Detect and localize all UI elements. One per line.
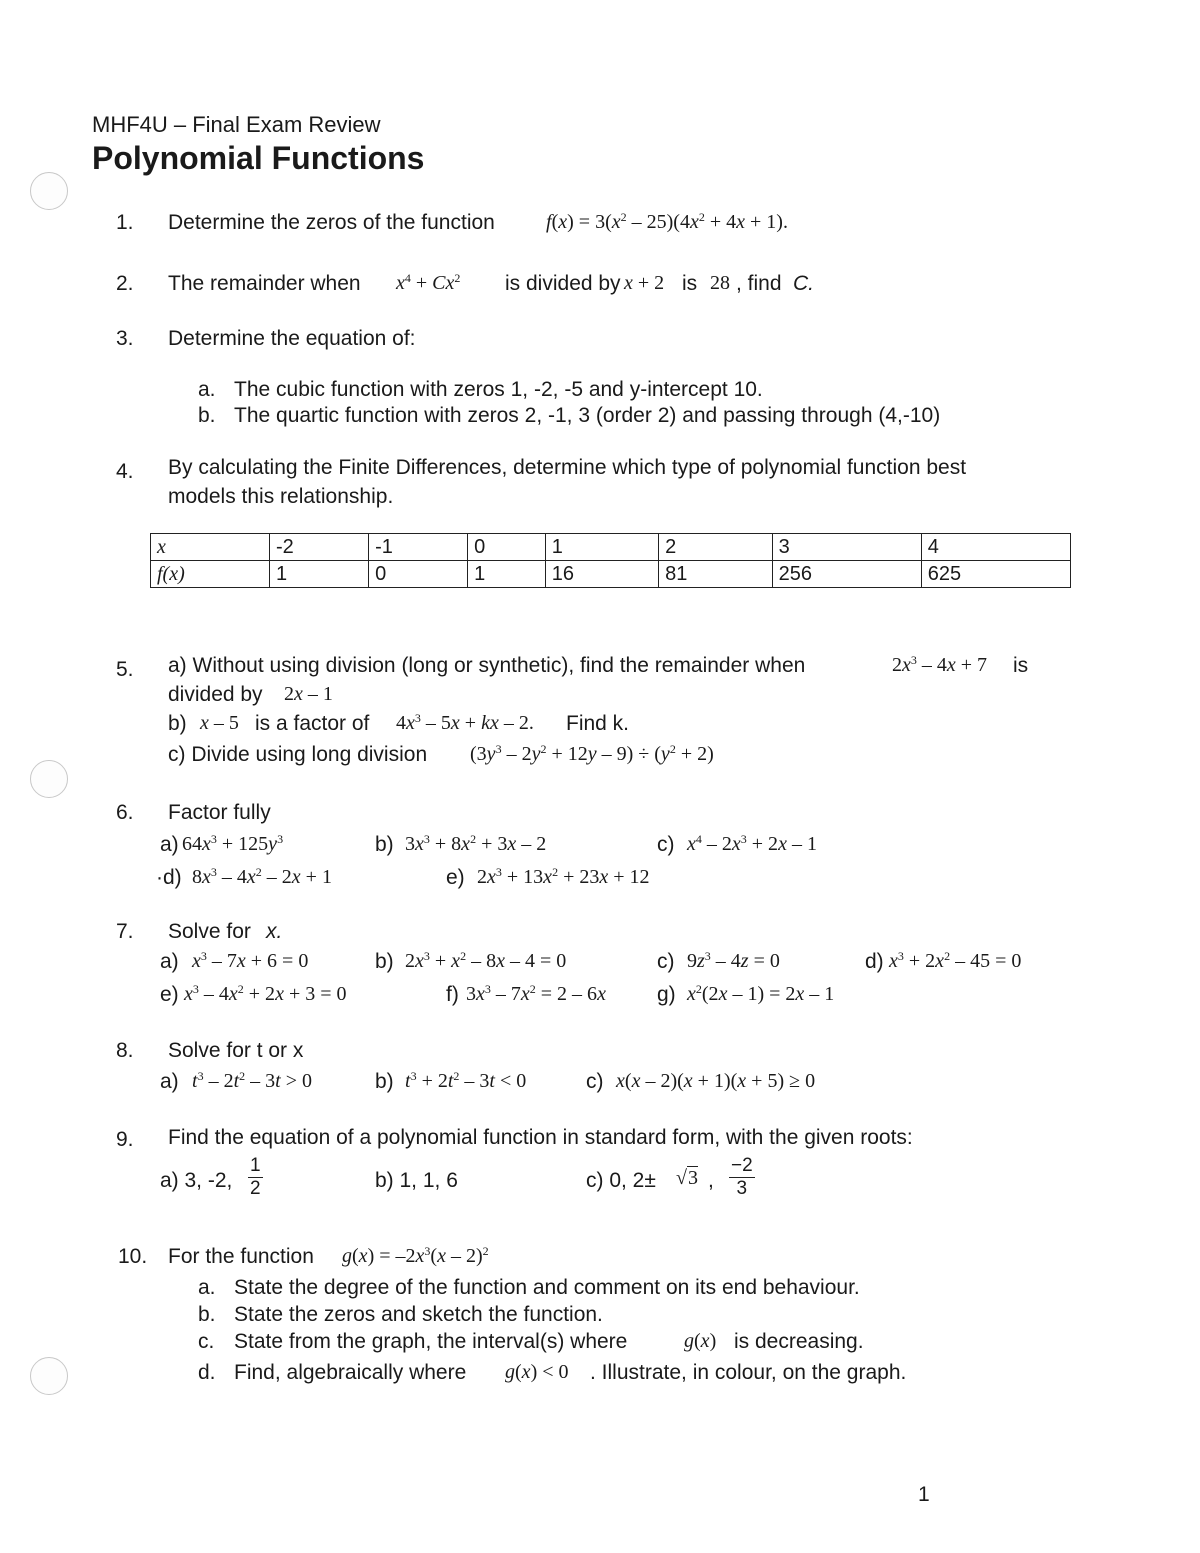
part-label: e) [446,866,465,889]
table-cell: -1 [369,534,468,561]
square-root: √3 [676,1167,698,1189]
table-cell: 1 [270,561,369,588]
inequality-expression: g(x) < 0 [505,1361,569,1383]
part-a-text: State the degree of the function and comment on its end behaviour. [234,1276,860,1299]
table-cell: 1 [545,534,658,561]
table-cell: 0 [369,561,468,588]
question-text-line-1: By calculating the Finite Differences, determine which type of polynomial function best [168,456,967,479]
row-header-fx: f(x) [151,561,270,588]
divisor-expression: 2x – 1 [284,683,333,705]
question-text: The remainder when [168,272,361,295]
part-b-text: Find k. [566,712,630,735]
question-text: Find the equation of a polynomial function in standard form, with the given roots: [168,1126,913,1149]
part-label: f) [446,983,459,1006]
part-b-roots: b) 1, 1, 6 [375,1169,458,1192]
inequality-a: $t^3 - 2t^2 - 3t > 0$ [192,1068,312,1092]
function-expression: $f(x) = 3(x^2 - 25)(4x^2 + 4x + 1)$. [546,209,788,233]
part-label: b) [375,950,394,973]
part-a-roots: a) 3, -2, [160,1169,233,1192]
question-number: 6. [116,801,134,824]
table-cell: 16 [545,561,658,588]
question-text: For the function [168,1245,314,1268]
polynomial-expression: $4x^3 - 5x$ + kx – 2. [396,710,534,734]
table-row-fx [151,561,1071,588]
part-c-text: c) Divide using long division [168,743,428,766]
part-b-text: The quartic function with zeros 2, -1, 3 (order 2) and passing through (4,-10) [234,404,941,427]
finite-differences-table [150,533,1071,588]
part-label: a. [198,378,216,401]
table-cell: 2 [659,534,772,561]
table-cell: 81 [659,561,772,588]
part-label: a) [160,1070,179,1093]
course-subtitle: MHF4U – Final Exam Review [92,112,381,137]
question-number: 10. [118,1245,148,1268]
page-title: Polynomial Functions [92,140,425,176]
table-row-x [151,534,1071,561]
question-number: 2. [116,272,134,295]
question-text: Solve for t or x [168,1039,304,1062]
part-label: e) [160,983,179,1006]
equation-a: $x^3 - 7x + 6 = 0$ [192,948,309,972]
divisor-expression: x + 2 [624,272,665,294]
table-cell: 1 [468,561,546,588]
question-number: 4. [116,460,134,483]
separator: , [708,1169,714,1192]
equation-g: $x^2(2x - 1) = 2x - 1$ [687,981,835,1005]
equation-b: $2x^3 + x^2 - 8x - 4 = 0$ [405,948,567,972]
equation-c: $9z^3 - 4z = 0$ [687,948,780,972]
question-number: 5. [116,658,134,681]
question-text: is [682,272,698,295]
factor-c-expression: $x^4 - 2x^3 + 2x - 1$ [687,831,817,855]
question-text: Determine the equation of: [168,327,416,350]
function-expression: $g(x) = -2x^3(x - 2)^2$ [342,1243,489,1267]
question-number: 1. [116,211,134,234]
part-label: g) [657,983,676,1006]
factor-expression: x – 5 [200,712,239,734]
table-cell: 3 [772,534,921,561]
part-label: d) [865,950,884,973]
question-text: is divided by [505,272,621,295]
question-text: Solve for [168,920,251,943]
part-d-text: . Illustrate, in colour, on the graph. [590,1361,907,1384]
fraction-one-half: $\frac{1}{2}$ [250,1155,261,1199]
table-cell: -2 [270,534,369,561]
division-expression: $(3y^3 - 2y^2 + 12y - 9) \div (y^2 + 2)$ [470,741,714,765]
inequality-b: $t^3 + 2t^2 - 3t < 0$ [405,1068,527,1092]
polynomial-expression: $2x^3 - 4x + 7$ [892,652,988,676]
question-text: Determine the zeros of the function [168,211,495,234]
factor-b-expression: $3x^3 + 8x^2 + 3x - 2$ [405,831,547,855]
table-cell: 256 [772,561,921,588]
factor-d-expression: $8x^3 - 4x^2 - 2x + 1$ [192,864,332,888]
part-a-text: is [1013,654,1029,677]
remainder-value: 28 [710,272,730,294]
question-text: Factor fully [168,801,271,824]
page-number: 1 [918,1483,930,1506]
part-label: c) [657,950,675,973]
part-label: b. [198,1303,216,1326]
part-c-text: is decreasing. [734,1330,864,1353]
inequality-c: x(x – 2)(x + 1)(x + 5) ≥ 0 [616,1070,816,1092]
part-c-roots: c) 0, 2± [586,1169,656,1192]
part-b-label: b) [168,712,187,735]
part-a-text: divided by [168,683,263,706]
binder-hole-middle [30,760,68,798]
part-label: d. [198,1361,216,1384]
part-label: a. [198,1276,216,1299]
part-label: c) [586,1070,604,1093]
function-reference: g(x) [684,1330,717,1352]
question-variable: C. [793,272,814,295]
factor-e-expression: $2x^3 + 13x^2 + 23x + 12$ [477,864,650,888]
part-label: b. [198,404,216,427]
part-label: b) [375,833,394,856]
equation-d: $x^3 + 2x^2 - 45 = 0$ [889,948,1022,972]
question-text-line-2: models this relationship. [168,485,394,508]
part-a-text: a) Without using division (long or synthetic), find the remainder when [168,654,806,677]
fraction-negative-two-thirds: $\frac{-2}{3}$ [731,1155,753,1199]
part-label: a) [160,833,179,856]
table-cell: 625 [921,561,1070,588]
binder-hole-bottom [30,1357,68,1395]
polynomial-expression: $x^4 + Cx^2$ [396,270,461,294]
table-cell: 0 [468,534,546,561]
part-b-text: State the zeros and sketch the function. [234,1303,603,1326]
table-cell: 4 [921,534,1070,561]
factor-a-expression: $64x^3 + 125y^3$ [182,831,284,855]
binder-hole-top [30,172,68,210]
row-header-x: x [151,534,270,561]
question-number: 3. [116,327,134,350]
part-b-text: is a factor of [255,712,370,735]
question-number: 9. [116,1128,134,1151]
equation-e: $x^3 - 4x^2 + 2x + 3 = 0$ [184,981,347,1005]
question-text: , find [736,272,782,295]
part-label: a) [160,950,179,973]
part-d-text: Find, algebraically where [234,1361,467,1384]
part-label: c. [198,1330,215,1353]
part-label: b) [375,1070,394,1093]
part-a-text: The cubic function with zeros 1, -2, -5 and y-intercept 10. [234,378,763,401]
part-c-text: State from the graph, the interval(s) where [234,1330,628,1353]
question-number: 8. [116,1039,134,1062]
part-label: ·d) [156,866,182,889]
question-number: 7. [116,920,134,943]
equation-f: $3x^3 - 7x^2 = 2 - 6x$ [466,981,606,1005]
question-variable: x. [266,920,283,943]
part-label: c) [657,833,675,856]
